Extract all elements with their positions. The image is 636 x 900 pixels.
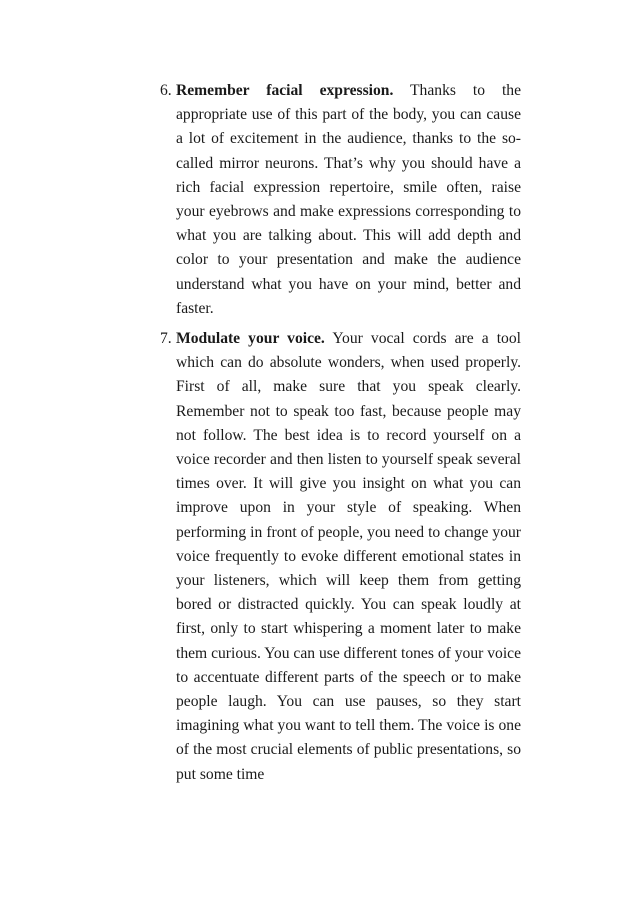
list-item-number: 7. [160,330,172,348]
list-item-number: 6. [160,82,172,99]
numbered-list [160,79,521,793]
list-item-body: Your vocal cords are a tool which can do absolute wonders, when used properly. First of all, make sure that you speak clearly. Remember not to speak too fast, because people may not follow. The best idea is to record yourself on a voice recorder and then listen to yourself speak several times over. It will give you insight on what you can improve upon in your style of speaking. When performing in front of people, you need to change your voice frequently to evoke different emotional states in your listeners, which will keep them from getting bored or distracted quickly. You can speak loudly at first, only to start whispering a moment later to make them curious. You can use different tones of your voice to accentuate different parts of the speech or to make people laugh. You can use pauses, so they start imagining what you want to tell them. The voice is one of the most crucial elements of public presentations, so put some time [176,330,521,783]
list-item [160,79,521,321]
list-item-heading: Remember facial expression. [176,82,394,99]
list-item-body: Thanks to the appropriate use of this part of the body, you can cause a lot of excitement in the audience, thanks to the so-called mirror neurons. That’s why you should have a rich facial expression repertoire, smile often, raise your eyebrows and make expressions corresponding to what you are talking about. This will add depth and color to your presentation and make the audience understand what you have on your mind, better and faster. [176,82,521,317]
list-item [160,327,521,787]
list-item-heading: Modulate your voice. [176,330,325,348]
